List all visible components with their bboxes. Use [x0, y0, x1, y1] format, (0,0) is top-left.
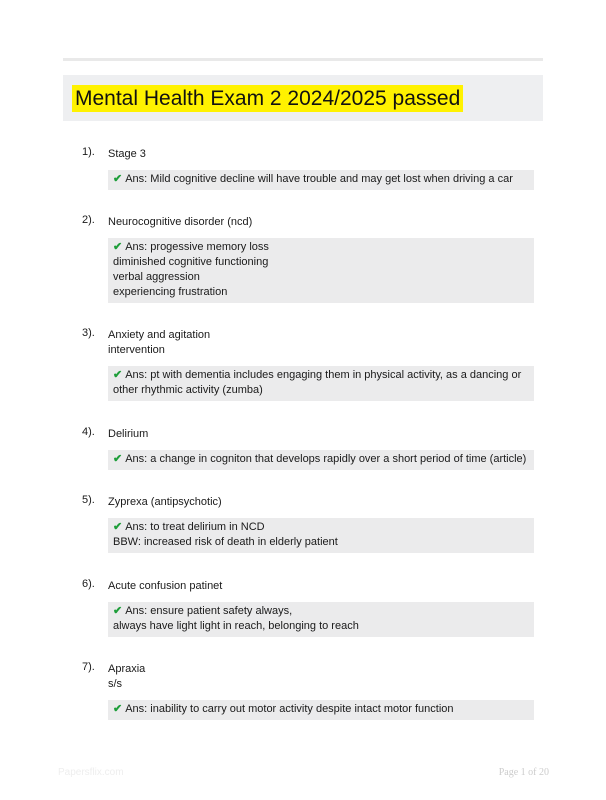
top-divider: [63, 58, 543, 61]
check-icon: ✔: [113, 703, 123, 715]
answer-line: other rhythmic activity (zumba): [113, 384, 263, 396]
question-number: 3).: [82, 327, 95, 339]
answer-line: BBW: increased risk of death in elderly patient: [113, 536, 338, 548]
question-line: Neurocognitive disorder (ncd): [108, 216, 253, 228]
answer-line: Ans: progessive memory loss: [125, 241, 269, 253]
question-text: [108, 427, 148, 442]
page-number: Page 1 of 20: [498, 767, 549, 778]
question-number: 1).: [82, 146, 95, 158]
check-icon: ✔: [113, 241, 123, 253]
question-number: 6).: [82, 578, 95, 590]
question-number: 7).: [82, 661, 95, 673]
check-icon: ✔: [113, 453, 123, 465]
answer-box: [108, 450, 534, 470]
answer-line: experiencing frustration: [113, 286, 228, 298]
question-line: Apraxia: [108, 663, 146, 675]
question-line: Acute confusion patinet: [108, 580, 223, 592]
answer-box: [108, 238, 534, 303]
question-text: [108, 495, 222, 510]
question-line: Delirium: [108, 428, 149, 440]
answer-line: Ans: ensure patient safety always,: [125, 605, 293, 617]
check-icon: ✔: [113, 521, 123, 533]
answer-line: Ans: to treat delirium in NCD: [125, 521, 265, 533]
question-line: s/s: [108, 678, 123, 690]
question-number: 5).: [82, 494, 95, 506]
question-number: 4).: [82, 426, 95, 438]
question-line: Zyprexa (antipsychotic): [108, 496, 222, 508]
question-text: [108, 662, 145, 692]
answer-line: Ans: pt with dementia includes engaging them in physical activity, as a dancing or: [125, 369, 522, 381]
title-banner: [63, 75, 543, 121]
answer-line: verbal aggression: [113, 271, 200, 283]
question-line: intervention: [108, 344, 165, 356]
check-icon: ✔: [113, 369, 123, 381]
answer-box: [108, 602, 534, 637]
answer-line: Ans: Mild cognitive decline will have trouble and may get lost when driving a car: [125, 173, 513, 185]
answer-line: Ans: inability to carry out motor activity despite intact motor function: [125, 703, 454, 715]
answer-line: Ans: a change in cogniton that develops rapidly over a short period of time (article): [125, 453, 527, 465]
question-text: [108, 147, 146, 162]
answer-box: [108, 170, 534, 190]
check-icon: ✔: [113, 605, 123, 617]
answer-line: always have light light in reach, belonging to reach: [113, 620, 359, 632]
answer-line: diminished cognitive functioning: [113, 256, 269, 268]
question-line: Stage 3: [108, 148, 146, 160]
answer-box: [108, 366, 534, 401]
answer-box: [108, 518, 534, 553]
question-text: [108, 328, 210, 358]
footer-watermark: Papersflix.com: [58, 767, 124, 778]
question-number: 2).: [82, 214, 95, 226]
answer-box: [108, 700, 534, 720]
question-text: [108, 579, 222, 594]
check-icon: ✔: [113, 173, 123, 185]
question-line: Anxiety and agitation: [108, 329, 211, 341]
question-text: [108, 215, 252, 230]
page-title: Mental Health Exam 2 2024/2025 passed: [72, 85, 463, 112]
